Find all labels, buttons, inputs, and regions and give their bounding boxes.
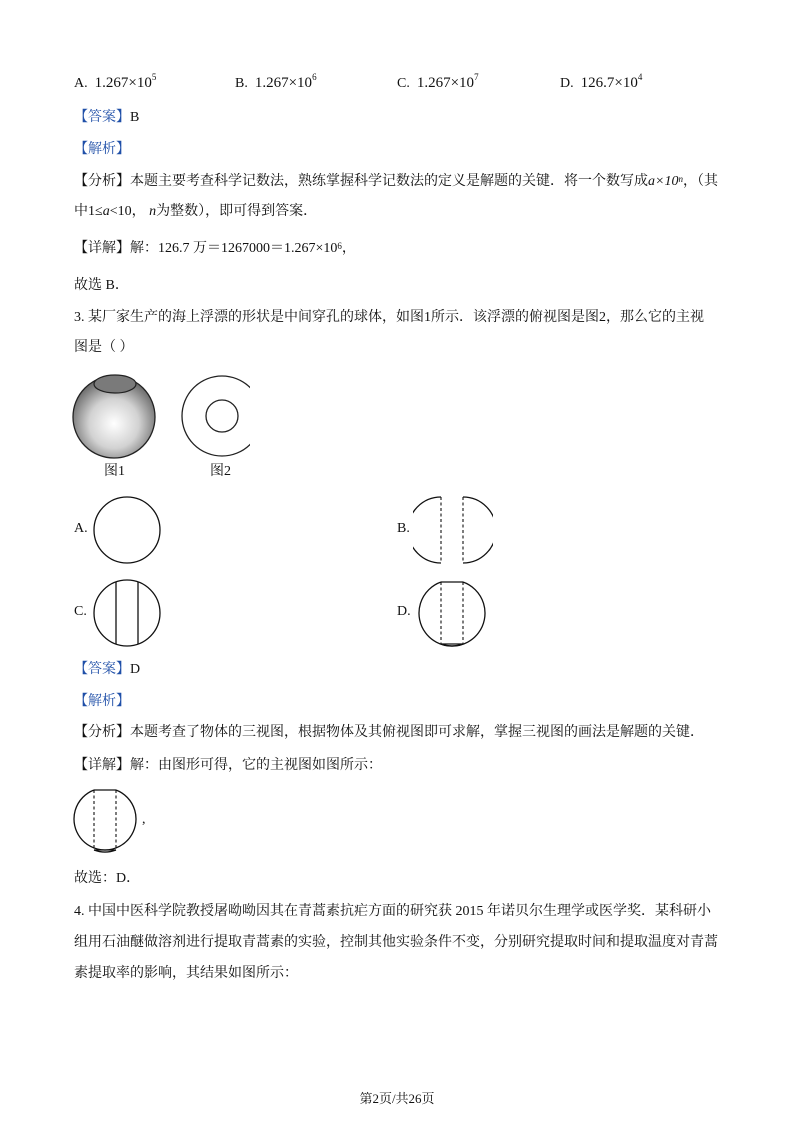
q2-fenxi-line2: 中1≤a<10， n为整数），即可得到答案．: [74, 204, 318, 219]
q2-conclusion: 故选 B．: [74, 278, 129, 293]
q2-option-d: D. $126.7\times 10^4$: [560, 72, 643, 91]
q3-fenxi: 【分析】本题考查了物体的三视图，根据物体及其俯视图即可求解，掌握三视图的画法是解题的关键．: [74, 725, 704, 740]
q3-answer: 【答案】D: [74, 662, 141, 677]
q3-stem-line1: 3. 某厂家生产的海上浮漂的形状是中间穿孔的球体，如图1所示．该浮漂的俯视图是图2，那么它的主视: [74, 310, 704, 325]
q3-option-d-figure: [413, 577, 493, 651]
q3-option-c-label: C.: [74, 604, 87, 619]
q3-option-d-label: D.: [397, 604, 411, 619]
page-footer: 第2页/共26页: [359, 1091, 435, 1106]
q3-conclusion: 故选：D．: [74, 871, 141, 886]
q4-line2: 组用石油醚做溶剂进行提取青蒿素的实验，控制其他实验条件不变，分别研究提取时间和提取温度对青蒿: [74, 935, 718, 950]
q3-option-c-figure: [90, 577, 164, 651]
q3-option-b-label: B.: [397, 521, 410, 536]
figure2-ring: [182, 376, 250, 456]
figure1-sphere: [73, 375, 155, 458]
q3-detail-comma: ,: [142, 812, 146, 827]
q2-detail: 【详解】解：126.7 万$=1267000=1.267\times 10^6$，: [74, 241, 356, 256]
q3-option-b-figure: [413, 494, 493, 568]
q3-detail: 【详解】解：由图形可得，它的主视图如图所示：: [74, 758, 382, 773]
q2-analysis-heading: 【解析】: [74, 142, 130, 157]
q2-option-b: B. $1.267\times 10^6$: [235, 72, 317, 91]
q4-line3: 素提取率的影响，其结果如图所示：: [74, 966, 298, 981]
q3-detail-figure: [70, 787, 150, 853]
q2-option-a: A. $1.267\times 10^5$: [74, 72, 157, 91]
q2-option-c: C. $1.267\times 10^7$: [397, 72, 479, 91]
figure1-label: 图1: [104, 464, 125, 479]
q3-figures: [70, 370, 250, 460]
q2-fenxi-line1: 【分析】本题主要考查科学记数法，熟练掌握科学记数法的定义是解题的关键．将一个数写成$a\times 10^n$，（其: [74, 174, 718, 189]
q3-analysis-heading: 【解析】: [74, 694, 130, 709]
q3-option-a-label: A.: [74, 521, 88, 536]
q2-answer: 【答案】B: [74, 110, 140, 125]
q4-line1: 4. 中国中医科学院教授屠呦呦因其在青蒿素抗疟方面的研究获 2015 年诺贝尔生理学或医学奖．某科研小: [74, 904, 711, 919]
q3-option-a-figure: [90, 494, 164, 568]
figure2-label: 图2: [210, 464, 231, 479]
q3-stem-line2: 图是（ ）: [74, 340, 134, 355]
